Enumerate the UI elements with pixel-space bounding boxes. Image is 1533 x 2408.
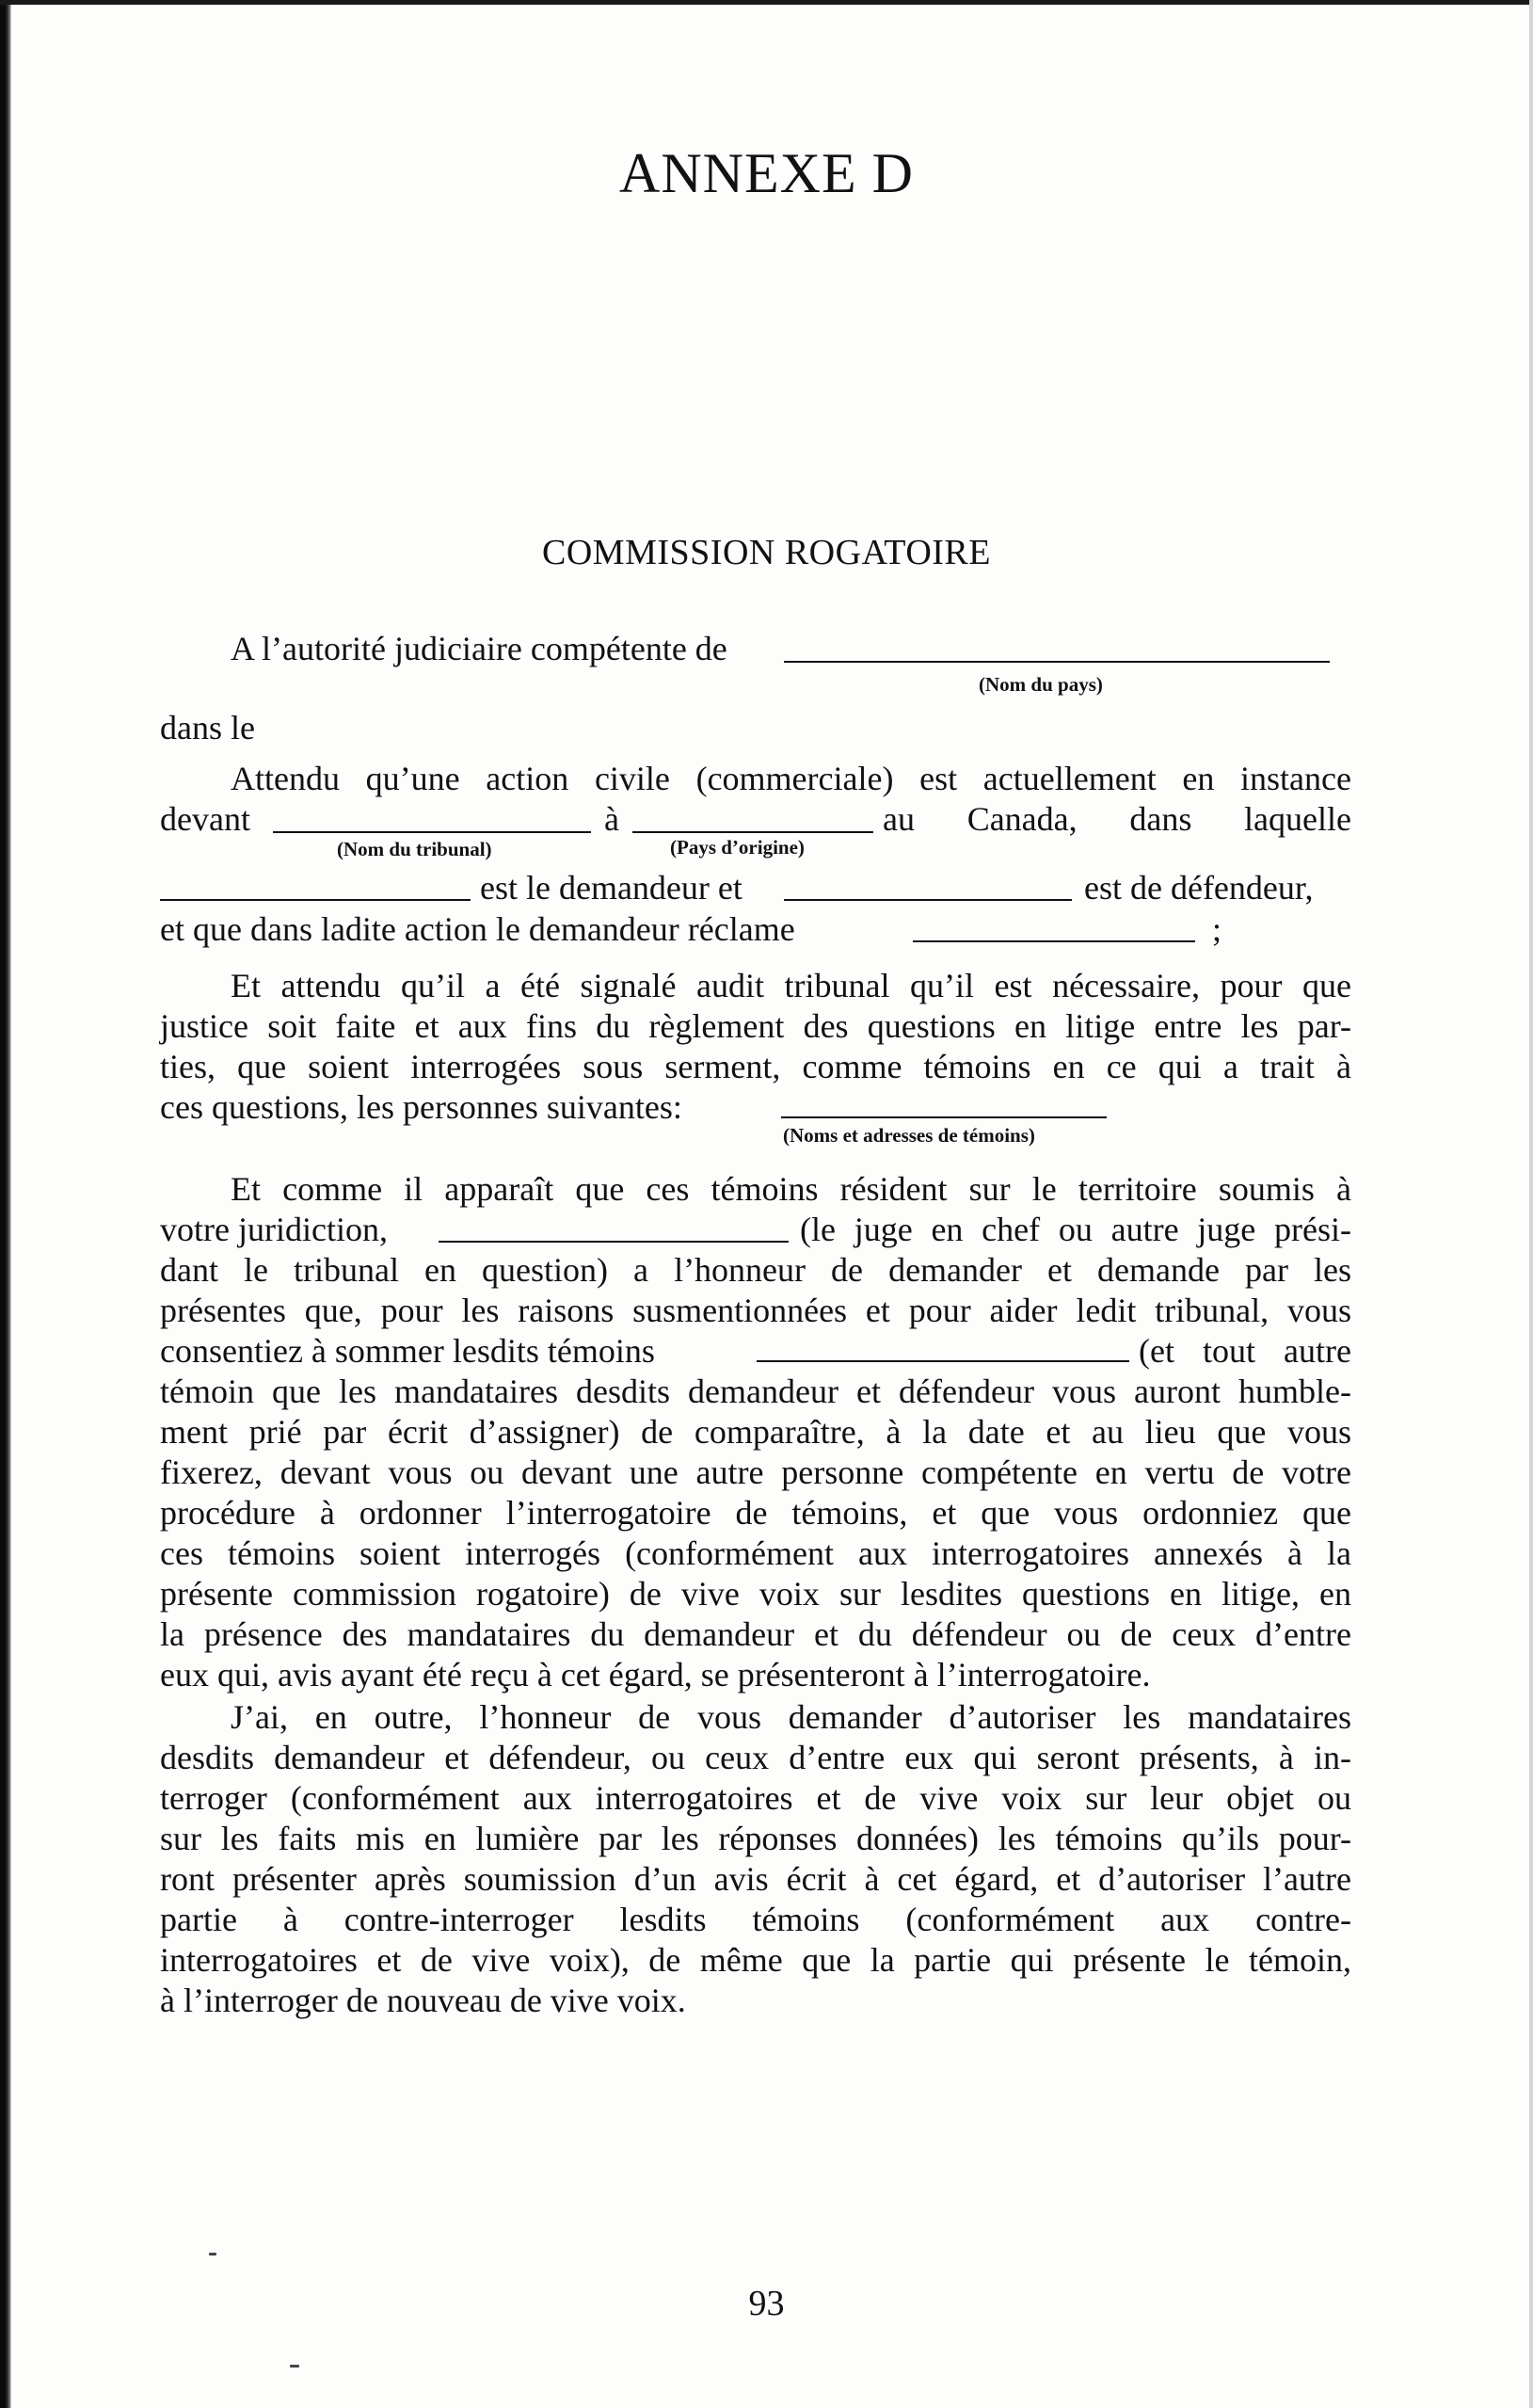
para4-line2: desdits demandeur et défendeur, ou ceux d’entre eux qui seront présents, à in- — [160, 1739, 1351, 1776]
para1-defendeur: est de défendeur, — [1084, 869, 1314, 907]
para4-line3: terroger (conformément aux interrogatoires et de vive voix sur leur objet ou — [160, 1779, 1351, 1817]
blank-temoins — [781, 1116, 1107, 1118]
blank-demandeur — [160, 899, 471, 901]
para2-line4: ces questions, les personnes suivantes: — [160, 1088, 682, 1126]
para4-line5: ront présenter après soumission d’un avis écrit à cet égard, et d’autoriser l’autre — [160, 1860, 1351, 1898]
blank-reclamation — [913, 940, 1195, 942]
para3-line12: la présence des mandataires du demandeur et du défendeur ou de ceux d’entre — [160, 1615, 1351, 1653]
blank-temoins-sommer — [757, 1360, 1129, 1362]
para4-line7: interrogatoires et de vive voix), de même que la partie qui présente le témoin, — [160, 1941, 1351, 1979]
scan-right-edge — [1529, 0, 1533, 2408]
para3-tout-autre: (et tout autre — [1139, 1332, 1351, 1370]
blank-pays-origine — [632, 831, 873, 833]
para4-line6: partie à contre-interroger lesdits témoins (conformément aux contre- — [160, 1901, 1351, 1938]
scan-speck — [209, 2253, 216, 2255]
para2-line3: ties, que soient interrogées sous serment, comme témoins en ce qui a trait à — [160, 1048, 1351, 1085]
address-lead: A l’autorité judiciaire compétente de — [231, 630, 727, 667]
label-nom-du-pays: (Nom du pays) — [979, 673, 1103, 696]
para3-line10: ces témoins soient interrogés (conformément aux interrogatoires annexés à la — [160, 1534, 1351, 1572]
para1-demandeur: est le demandeur et — [480, 869, 743, 907]
blank-nom-du-pays — [784, 661, 1330, 663]
para3-sommer: consentiez à sommer lesdits témoins — [160, 1332, 655, 1370]
para1-semicolon: ; — [1212, 910, 1222, 948]
para4-line1: J’ai, en outre, l’honneur de vous demander d’autoriser les mandataires — [231, 1698, 1351, 1736]
annex-title: ANNEXE D — [619, 142, 914, 204]
para4-line4: sur les faits mis en lumière par les réponses données) les témoins qu’ils pour- — [160, 1820, 1351, 1857]
label-pays-origine: (Pays d’origine) — [670, 836, 805, 859]
para4-line8: à l’interroger de nouveau de vive voix. — [160, 1982, 686, 2019]
blank-juge — [439, 1241, 789, 1243]
scan-top-edge — [0, 0, 1533, 5]
para3-line8: fixerez, devant vous ou devant une autre personne compétente en vertu de votre — [160, 1453, 1351, 1491]
para1-devant: devant — [160, 800, 250, 838]
para3-line1: Et comme il apparaît que ces témoins résident sur le territoire soumis à — [231, 1170, 1351, 1208]
section-title: COMMISSION ROGATOIRE — [542, 533, 991, 572]
label-noms-adresses-temoins: (Noms et adresses de témoins) — [783, 1124, 1035, 1147]
page-number: 93 — [748, 2284, 785, 2323]
para3-juge-en-chef: (le juge en chef ou autre juge prési- — [800, 1211, 1351, 1248]
para1-line1: Attendu qu’une action civile (commerciale) est actuellement en instance — [231, 760, 1351, 797]
para3-line9: procédure à ordonner l’interrogatoire de témoins, et que vous ordonniez que — [160, 1494, 1351, 1532]
para3-line6: témoin que les mandataires desdits demandeur et défendeur vous auront humble- — [160, 1373, 1351, 1410]
label-nom-du-tribunal: (Nom du tribunal) — [337, 838, 492, 860]
dans-le-text: dans le — [160, 709, 255, 746]
para3-line11: présente commission rogatoire) de vive voix sur lesdites questions en litige, en — [160, 1575, 1351, 1613]
para1-au-canada: au Canada, dans laquelle — [883, 800, 1351, 838]
scan-speck — [290, 2365, 299, 2368]
para3-juridiction: votre juridiction, — [160, 1211, 388, 1248]
blank-defendeur — [784, 899, 1072, 901]
para3-line7: ment prié par écrit d’assigner) de comparaître, à la date et au lieu que vous — [160, 1413, 1351, 1451]
para2-line2: justice soit faite et aux fins du règlement des questions en litige entre les par- — [160, 1007, 1351, 1045]
para1-a: à — [604, 800, 619, 838]
para2-line1: Et attendu qu’il a été signalé audit tribunal qu’il est nécessaire, pour que — [231, 967, 1351, 1004]
para3-line4: présentes que, pour les raisons susmentionnées et pour aider ledit tribunal, vous — [160, 1292, 1351, 1329]
para1-reclame: et que dans ladite action le demandeur réclame — [160, 910, 795, 948]
para3-line13: eux qui, avis ayant été reçu à cet égard, se présenteront à l’interrogatoire. — [160, 1656, 1151, 1694]
para3-line3: dant le tribunal en question) a l’honneur de demander et demande par les — [160, 1251, 1351, 1289]
blank-nom-du-tribunal — [273, 831, 591, 833]
scan-left-edge — [0, 0, 11, 2408]
